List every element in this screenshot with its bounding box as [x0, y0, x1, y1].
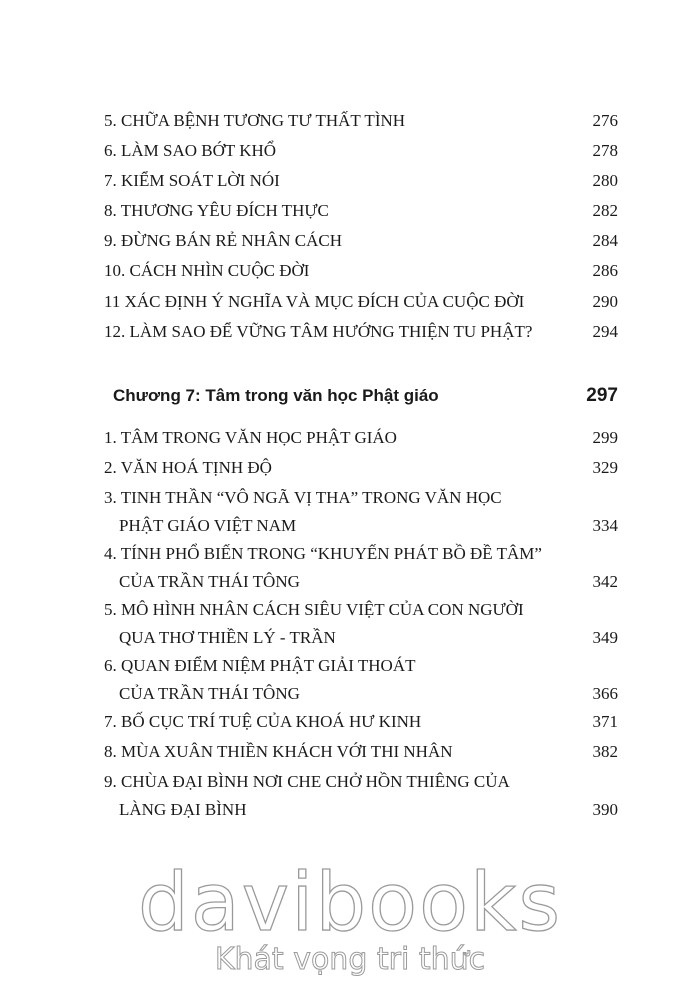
watermark-slogan: Khát vọng tri thức	[214, 942, 486, 977]
entry-title-continued: LÀNG ĐẠI BÌNH	[119, 800, 247, 819]
entry-title: 5. MÔ HÌNH NHÂN CÁCH SIÊU VIỆT CỦA CON NGƯỜI	[104, 600, 524, 619]
toc-entry	[104, 261, 618, 281]
toc-entry	[104, 111, 618, 131]
toc-entry	[104, 141, 618, 161]
toc-entry	[104, 201, 618, 221]
entry-page-number: 366	[592, 684, 618, 703]
toc-entry	[104, 322, 618, 342]
entry-title: 8. MÙA XUÂN THIỀN KHÁCH VỚI THI NHÂN	[104, 742, 453, 761]
entry-title-continued: CỦA TRẦN THÁI TÔNG	[119, 684, 300, 703]
toc-entry	[104, 652, 618, 708]
toc-entry	[104, 738, 618, 766]
toc-entry	[104, 540, 618, 596]
toc-entry	[104, 596, 618, 652]
chapter-heading	[113, 384, 618, 408]
toc-entry	[104, 768, 618, 824]
entry-page-number: 290	[592, 292, 618, 311]
toc-entry	[104, 424, 618, 452]
entry-title: 2. VĂN HOÁ TỊNH ĐỘ	[104, 458, 272, 477]
entry-page-number: 342	[592, 572, 618, 591]
entry-title: 11 XÁC ĐỊNH Ý NGHĨA VÀ MỤC ĐÍCH CỦA CUỘC ĐỜI	[104, 292, 525, 311]
entry-title: 1. TÂM TRONG VĂN HỌC PHẬT GIÁO	[104, 428, 397, 447]
entry-page-number: 286	[592, 261, 618, 280]
entry-page-number: 329	[592, 458, 618, 477]
entry-title: 6. LÀM SAO BỚT KHỔ	[104, 141, 277, 160]
toc-entry	[104, 708, 618, 736]
entry-title-continued: CỦA TRẦN THÁI TÔNG	[119, 572, 300, 591]
entry-title: 10. CÁCH NHÌN CUỘC ĐỜI	[104, 261, 310, 280]
entry-title: 7. KIỂM SOÁT LỜI NÓI	[104, 171, 280, 190]
toc-entry	[104, 231, 618, 251]
entry-page-number: 334	[592, 516, 618, 535]
toc-entry	[104, 171, 618, 191]
toc-entry	[104, 292, 618, 312]
entry-title: 3. TINH THẦN “VÔ NGÃ VỊ THA” TRONG VĂN HỌC	[104, 488, 502, 507]
entry-title-continued: PHẬT GIÁO VIỆT NAM	[119, 516, 297, 535]
entry-page-number: 390	[592, 800, 618, 819]
entry-title: 8. THƯƠNG YÊU ĐÍCH THỰC	[104, 201, 329, 220]
chapter-page-number: 297	[586, 385, 618, 406]
entry-page-number: 278	[592, 141, 618, 160]
entry-page-number: 284	[592, 231, 618, 250]
entry-title-continued: QUA THƠ THIỀN LÝ - TRẦN	[119, 628, 336, 647]
entry-title: 6. QUAN ĐIỂM NIỆM PHẬT GIẢI THOÁT	[104, 656, 416, 675]
toc-entry	[104, 454, 618, 482]
entry-page-number: 276	[592, 111, 618, 130]
entry-page-number: 382	[592, 742, 618, 761]
entry-page-number: 349	[592, 628, 618, 647]
entry-title: 12. LÀM SAO ĐỂ VỮNG TÂM HƯỚNG THIỆN TU PHẬT?	[104, 322, 533, 341]
entry-page-number: 282	[592, 201, 618, 220]
entry-title: 4. TÍNH PHỔ BIẾN TRONG “KHUYẾN PHÁT BỒ ĐỀ TÂM”	[104, 544, 542, 563]
watermark-brand: davibooks	[137, 856, 563, 949]
entry-title: 7. BỐ CỤC TRÍ TUỆ CỦA KHOÁ HƯ KINH	[104, 712, 422, 731]
toc-entry	[104, 484, 618, 540]
entry-page-number: 371	[592, 712, 618, 731]
entry-title: 9. ĐỪNG BÁN RẺ NHÂN CÁCH	[104, 231, 342, 250]
entry-page-number: 299	[592, 428, 618, 447]
entry-title: 9. CHÙA ĐẠI BÌNH NƠI CHE CHỞ HỒN THIÊNG CỦA	[104, 772, 510, 791]
entry-title: 5. CHỮA BỆNH TƯƠNG TƯ THẤT TÌNH	[104, 111, 406, 130]
entry-page-number: 294	[592, 322, 618, 341]
chapter-title: Chương 7: Tâm trong văn học Phật giáo	[113, 386, 439, 405]
entry-page-number: 280	[592, 171, 618, 190]
